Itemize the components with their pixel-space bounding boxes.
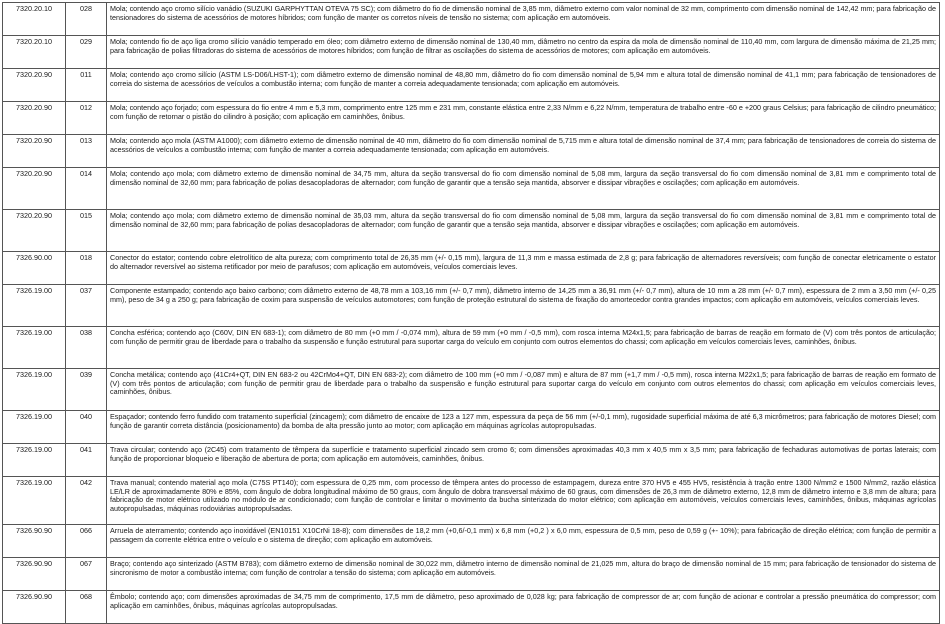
ncm-code: 7320.20.90 (3, 102, 66, 135)
product-description: Braço; contendo aço sinterizado (ASTM B783); com diâmetro externo de dimensão nominal de 30,022 mm, diâmetro interno de dimensão nominal de 21,025 mm, altura do braço de dimensão nominal de 15 mm; para fabricação de tensionador do sistema de sincronismo de motor a combustão interna; com função de controlar a tensão do sistema; com aplicação em automóveis. (107, 558, 940, 591)
product-description: Trava circular; contendo aço (2C45) com tratamento de têmpera da superfície e tratamento superficial zincado sem cromo 6; com dimensões aproximadas 40,3 mm x 40,5 mm x 3,5 mm; para fabricação de fechaduras automotivas de portas laterais; com função de proporcionar bloqueio e liberação de abertura de porta; com aplicação em automóveis, caminhões, ônibus. (107, 444, 940, 477)
ex-number: 039 (66, 369, 107, 411)
product-description: Mola; contendo aço cromo silício vanádio (SUZUKI GARPHYTTAN OTEVA 75 SC); com diâmetro do fio de dimensão nominal de 3,85 mm, diâmetro externo com valor nominal de 32 mm, comprimento com dimensão nominal de 142,42 mm; para fabricação de tensionadores do sistema de acessórios de motores híbridos; com função de manter os corretos níveis de tensão no sistema; com aplicação em automóveis. (107, 3, 940, 36)
table-row (3, 558, 940, 591)
product-description: Concha esférica; contendo aço (C60V, DIN EN 683-1); com diâmetro de 80 mm (+0 mm / -0,074 mm), altura de 59 mm (+0 mm / -0,5 mm), com rosca interna M24x1,5; para fabricação de barras de reação em formato de (V) com três pontos de articulação; com função de permitir grau de liberdade para o trabalho da suspensão e função estrutural para suportar carga do veículo em conjunto com outros elementos do chassi; com aplicação em veículos comerciais leves, caminhões, ônibus. (107, 327, 940, 369)
product-description: Concha metálica; contendo aço (41Cr4+QT, DIN EN 683-2 ou 42CrMo4+QT, DIN EN 683-2); com diâmetro de 100 mm (+0 mm / -0,087 mm) e altura de 87 mm (+1,7 mm / -0,5 mm), rosca interna M22x1,5; para fabricação de barras de reação em formato de (V) com três pontos de articulação; com função de permitir grau de liberdade para o trabalho da suspensão e função estrutural para suportar carga do veículo em conjunto com outros elementos do chassi; com aplicação em veículos comerciais leves, caminhões, ônibus. (107, 369, 940, 411)
ncm-code: 7326.90.00 (3, 252, 66, 285)
ex-number: 012 (66, 102, 107, 135)
table-row (3, 411, 940, 444)
ex-number: 014 (66, 168, 107, 210)
table-row (3, 168, 940, 210)
ncm-code: 7326.90.90 (3, 558, 66, 591)
ex-number: 037 (66, 285, 107, 327)
ex-number: 067 (66, 558, 107, 591)
product-description: Mola; contendo aço cromo silício (ASTM LS-D06/LHST-1); com diâmetro externo de dimensão nominal de 48,80 mm, diâmetro do fio com dimensão nominal de 5,94 mm e altura total de dimensão nominal de 41,1 mm; para fabricação de tensionadores de correia do sistema de acessórios de veículos a combustão interna; com função de manter a correia adequadamente tensionada; com aplicação em automóveis. (107, 69, 940, 102)
product-description: Mola; contendo aço mola (ASTM A1000); com diâmetro externo de dimensão nominal de 40 mm, diâmetro do fio com dimensão nominal de 5,715 mm e altura total de dimensão nominal de 37,4 mm; para fabricação de tensionadores de correia do sistema de acessórios de veículos a combustão interna; com função de manter a correia adequadamente tensionada; com aplicação em automóveis. (107, 135, 940, 168)
table-row (3, 252, 940, 285)
ncm-code: 7326.19.00 (3, 444, 66, 477)
table-row (3, 285, 940, 327)
ex-number: 011 (66, 69, 107, 102)
table-row (3, 210, 940, 252)
product-description: Mola; contendo fio de aço liga cromo silício vanádio temperado em óleo; com diâmetro externo de dimensão nominal de 130,40 mm, diâmetro no centro da espira da mola de dimensão nominal de 110,40 mm, com largura de dimensão máxima de 21,25 mm; para fabricação de polias filtradoras do sistema de acessórios de motores híbridos; com função de filtrar as oscilações do sistema de acessórios de motores; com aplicação em automóveis. (107, 36, 940, 69)
product-description: Conector do estator; contendo cobre eletrolítico de alta pureza; com comprimento total de 26,35 mm (+/- 0,15 mm), largura de 11,3 mm e massa estimada de 2,8 g; para fabricação de alternadores reversíveis; com função de conectar eletricamente o estator do alternador reversível ao sistema retificador por meio de parafusos; com aplicação em automóveis, veículos comerciais leves. (107, 252, 940, 285)
table-row (3, 591, 940, 624)
table-row (3, 135, 940, 168)
ex-number: 015 (66, 210, 107, 252)
table-row (3, 36, 940, 69)
ex-number: 018 (66, 252, 107, 285)
ncm-code: 7326.19.00 (3, 411, 66, 444)
product-description: Espaçador; contendo ferro fundido com tratamento superficial (zincagem); com diâmetro de encaixe de 123 a 127 mm, espessura da peça de 56 mm (+/-0,1 mm), rugosidade superficial máxima de até 6,3 micrômetros; para fabricação de motores Diesel; com função de garantir correta distância (posicionamento) da bomba de alta pressão junto ao motor; com aplicação em máquinas agrícolas autopropulsadas. (107, 411, 940, 444)
tariff-table-page (2, 2, 940, 624)
table-row (3, 444, 940, 477)
product-description: Arruela de aterramento; contendo aço inoxidável (EN10151 X10CrNi 18-8); com dimensões de 18,2 mm (+0,6/-0,1 mm) x 6,8 mm (+0,2 ) x 6,0 mm, espessura de 0,5 mm, peso de 0,59 g (+- 10%); para fabricação de direção elétrica; com função de permitir a passagem da corrente elétrica entre o veículo e o sistema de direção; com aplicação em automóveis. (107, 525, 940, 558)
ex-number: 028 (66, 3, 107, 36)
ncm-code: 7320.20.90 (3, 69, 66, 102)
ex-number: 038 (66, 327, 107, 369)
ex-number: 040 (66, 411, 107, 444)
product-description: Êmbolo; contendo aço; com dimensões aproximadas de 34,75 mm de comprimento, 17,5 mm de diâmetro, peso aproximado de 0,028 kg; para fabricação de compressor de ar; com função de acionar e controlar a pressão pneumática do compressor; com aplicação em caminhões, ônibus, máquinas agrícolas autopropulsadas. (107, 591, 940, 624)
product-description: Mola; contendo aço mola; com diâmetro externo de dimensão nominal de 34,75 mm, altura da seção transversal do fio com dimensão nominal de 5,08 mm, largura da seção transversal do fio com dimensão nominal de 3,81 mm e comprimento total de dimensão nominal de 32,60 mm; para fabricação de polias desacopladoras de alternador; com função de garantir que a tensão seja mantida, absorver e dissipar vibrações e oscilações; com aplicação em automóveis. (107, 168, 940, 210)
table-row (3, 3, 940, 36)
ncm-code: 7320.20.10 (3, 36, 66, 69)
ncm-code: 7320.20.90 (3, 210, 66, 252)
ncm-code: 7326.19.00 (3, 477, 66, 525)
table-row (3, 327, 940, 369)
ex-number: 042 (66, 477, 107, 525)
table-row (3, 369, 940, 411)
ex-number: 066 (66, 525, 107, 558)
ex-number: 029 (66, 36, 107, 69)
ncm-code: 7326.90.90 (3, 525, 66, 558)
ncm-code: 7320.20.10 (3, 3, 66, 36)
table-row (3, 69, 940, 102)
product-description: Mola; contendo aço mola; com diâmetro externo de dimensão nominal de 35,03 mm, altura da seção transversal do fio com dimensão nominal de 5,08 mm, largura da seção transversal do fio com dimensão nominal de 3,81 mm e comprimento total de dimensão nominal de 32,60 mm; para fabricação de polias desacopladoras de alternador; com função de garantir que a tensão seja mantida, absorver e dissipar vibrações e oscilações; com aplicação em automóveis. (107, 210, 940, 252)
ex-number: 068 (66, 591, 107, 624)
ncm-code: 7326.90.90 (3, 591, 66, 624)
ncm-code: 7320.20.90 (3, 135, 66, 168)
table-row (3, 477, 940, 525)
product-description: Componente estampado; contendo aço baixo carbono; com diâmetro externo de 48,78 mm a 103,16 mm (+/- 0,7 mm), diâmetro interno de 14,25 mm a 36,91 mm (+/- 0,7 mm), altura de 10 mm a 28 mm (+/- 0,7 mm), espessura de 2 mm a 3,50 mm (+/- 0,25 mm), peso de 34 g a 250 g; para fabricação de coxim para suspensão de veículos automotores; com função de proteção estrutural do sistema de fixação do amortecedor contra grandes impactos; com aplicação em automóveis, veículos comerciais leves. (107, 285, 940, 327)
product-description: Mola; contendo aço forjado; com espessura do fio entre 4 mm e 5,3 mm, comprimento entre 125 mm e 231 mm, constante elástica entre 2,33 N/mm e 6,22 N/mm, temperatura de trabalho entre -60 e +200 graus Celsius; para fabricação de cilindro pneumático; com função de retornar o pistão do cilindro à posição; com aplicação em caminhões, ônibus. (107, 102, 940, 135)
ncm-code: 7326.19.00 (3, 369, 66, 411)
ncm-code: 7320.20.90 (3, 168, 66, 210)
ncm-code: 7326.19.00 (3, 285, 66, 327)
ex-tarifario-table (2, 2, 940, 624)
ex-number: 041 (66, 444, 107, 477)
ex-number: 013 (66, 135, 107, 168)
table-row (3, 102, 940, 135)
table-row (3, 525, 940, 558)
product-description: Trava manual; contendo material aço mola (C75S PT140); com espessura de 0,25 mm, com processo de têmpera antes do processo de estampagem, dureza entre 370 HV5 e 455 HV5, resistência à tração entre 1300 N/mm2 e 1500 N/mm2, razão elástica LE/LR de aproximadamente 80% e 85%, com ângulo de dobra longitudinal máximo de 50 graus, com ângulo de dobra transversal máximo de 60 graus, com dimensões de 26,3 mm de diâmetro externo, 12,8 mm de diâmetro interno e 3,8 mm de altura; para fabricação de motor elétrico utilizado no módulo de ar condicionado; com função de controlar e limitar o movimento da bucha sinterizada do motor elétrico; com aplicação em automóveis, veículos comerciais leves, caminhões, ônibus, máquinas agrícolas autopropulsadas, máquinas rodoviárias autopropulsadas. (107, 477, 940, 525)
ncm-code: 7326.19.00 (3, 327, 66, 369)
